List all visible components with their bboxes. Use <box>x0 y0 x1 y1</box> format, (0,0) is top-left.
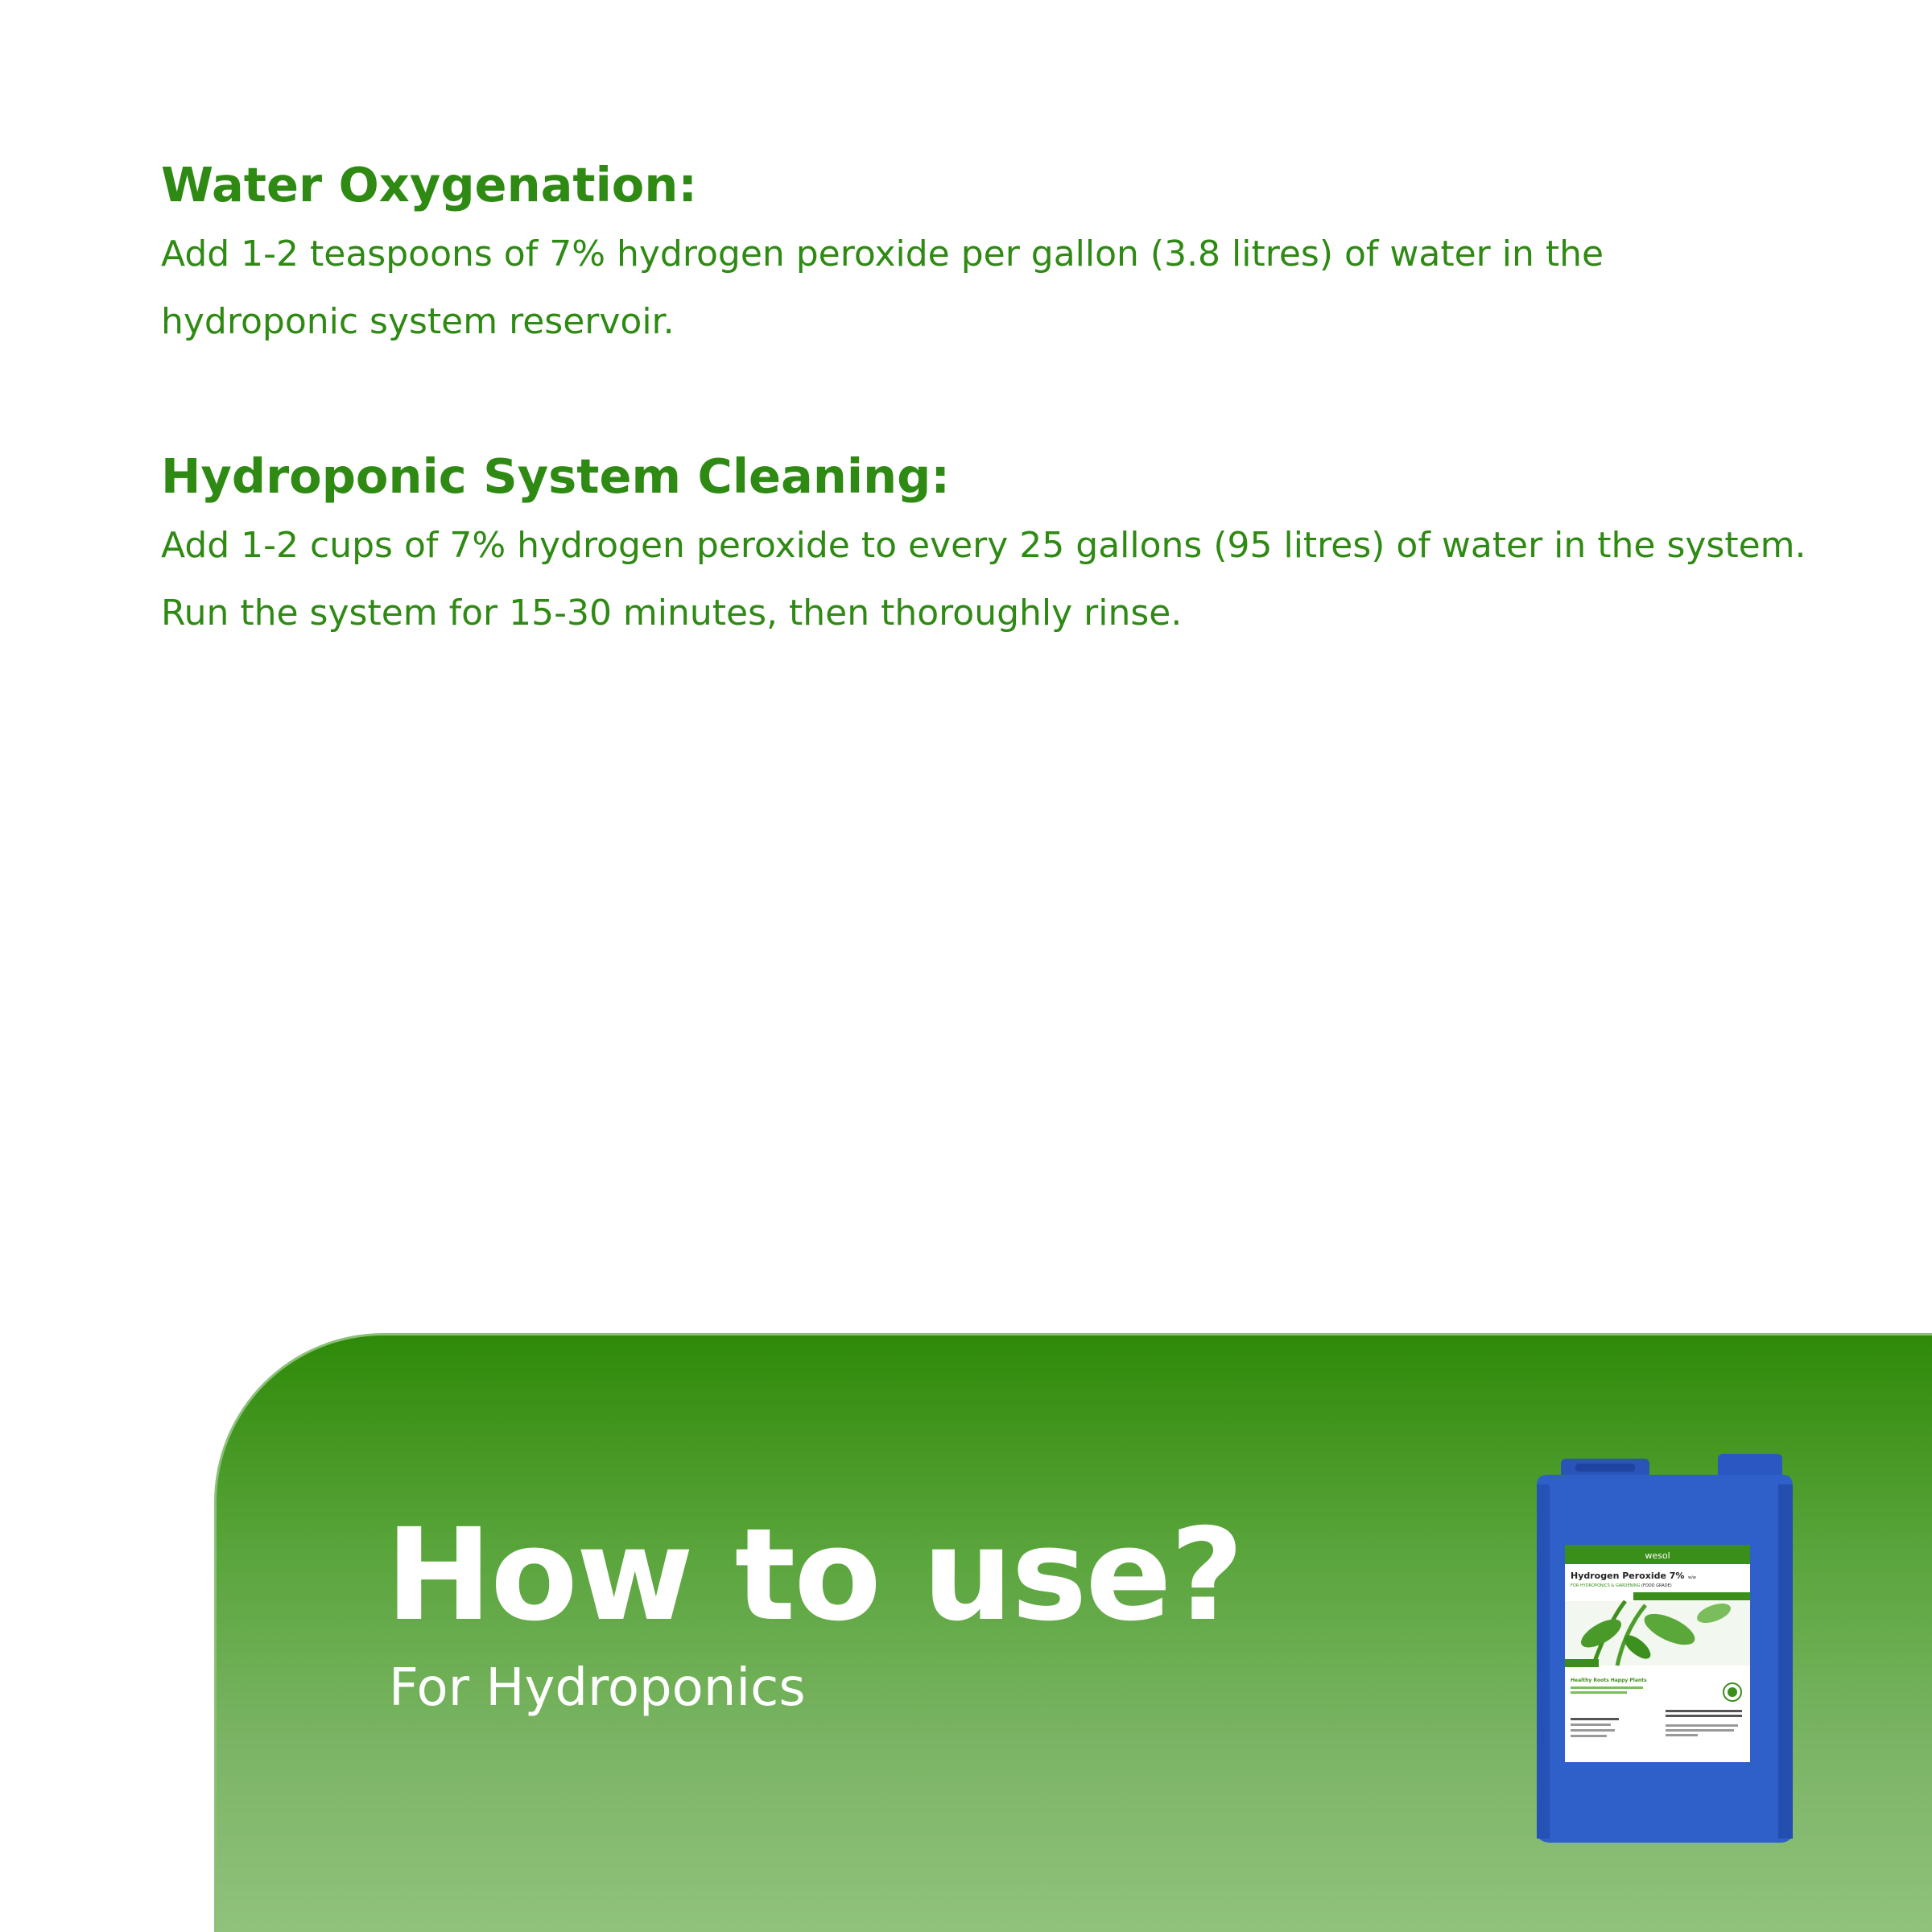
banner-subtitle: For Hydroponics <box>389 1658 806 1718</box>
svg-text:(FOOD GRADE): (FOOD GRADE) <box>1641 1583 1672 1588</box>
section-system-cleaning <box>161 444 1811 647</box>
instructions <box>161 153 1811 647</box>
svg-text:Hydrogen Peroxide 7%: Hydrogen Peroxide 7% <box>1571 1571 1685 1581</box>
svg-text:wesol: wesol <box>1645 1550 1670 1561</box>
banner-title: How to use? <box>386 1501 1243 1649</box>
section-text: Run the system for 15-30 minutes, then thoroughly rinse. <box>161 592 1183 634</box>
how-to-use-banner <box>214 1333 1932 1932</box>
svg-text:Healthy Roots Happy Plants: Healthy Roots Happy Plants <box>1571 1678 1647 1683</box>
section-water-oxygenation <box>161 153 1811 356</box>
section-heading: Hydroponic System Cleaning: <box>161 448 950 504</box>
product-canister-image <box>1505 1436 1802 1855</box>
section-text: Add 1-2 cups of 7% hydrogen peroxide to every 25 gallons (95 litres) of water in the system. <box>161 525 1806 566</box>
section-heading: Water Oxygenation: <box>161 157 697 213</box>
section-text: Add 1-2 teaspoons of 7% hydrogen peroxide per gallon (3.8 litres) of water in the hydroponic system reservoir. <box>161 233 1604 342</box>
svg-text:w/w: w/w <box>1688 1575 1696 1580</box>
svg-text:FOR HYDROPONICS & GARDENING: FOR HYDROPONICS & GARDENING <box>1571 1583 1641 1588</box>
